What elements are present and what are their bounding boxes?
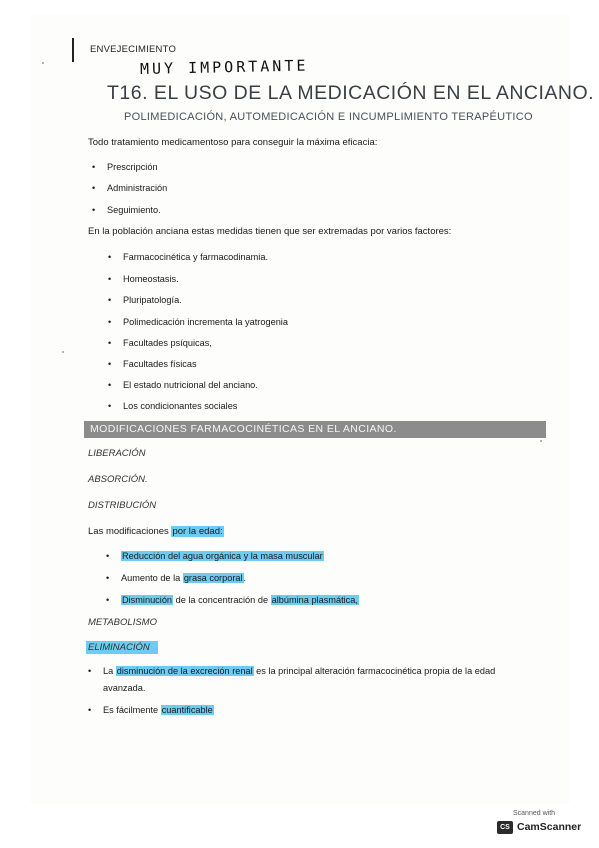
section-header-label: MODIFICACIONES FARMACOCINÉTICAS EN EL ANCIANO. [90,423,397,435]
intro-lead: Todo tratamiento medicamentoso para conseguir la máxima eficacia: [88,137,378,148]
page-subtitle: POLIMEDICACIÓN, AUTOMEDICACIÓN E INCUMPLIMIENTO TERAPÉUTICO [124,111,533,123]
watermark-caption: Scanned with [513,810,556,817]
list-item: • Disminución de la concentración de albúmina plasmática, [106,595,358,605]
camscanner-watermark [497,808,587,840]
highlight: ELIMINACIÓN [86,641,158,654]
section-header-band [84,421,546,438]
heading-distribucion: DISTRIBUCIÓN [88,500,157,511]
camscanner-logo-icon: CS [497,821,513,834]
list-item: • Aumento de la grasa corporal. [106,573,247,583]
scan-speck [62,351,64,353]
list-item-continuation: avanzada. [103,683,146,693]
list-item: • Reducción del agua orgánica y la masa muscular [106,551,323,561]
page-title: T16. EL USO DE LA MEDICACIÓN EN EL ANCIANO. [107,82,595,104]
factors-lead: En la población anciana estas medidas tienen que ser extremadas por varios factores: [88,226,452,237]
heading-metabolismo: METABOLISMO [88,617,157,628]
heading-eliminacion [86,642,158,653]
highlight: grasa corporal [183,573,243,583]
list-item: • Polimedicación incrementa la yatrogenia [108,317,288,327]
section-tag: ENVEJECIMIENTO [90,44,177,55]
heading-absorcion: ABSORCIÓN. [88,474,148,485]
highlight: Reducción del agua orgánica y la masa muscular [122,551,323,561]
list-item: • Farmacocinética y farmacodinamia. [108,252,269,262]
list-item: • Homeostasis. [108,274,179,284]
list-item: • La disminución de la excreción renal es la principal alteración farmacocinética propia de la edad [88,666,496,676]
mods-line: Las modificaciones por la edad: [88,526,223,537]
watermark-brand: CamScanner [517,821,582,833]
handwritten-note: MUY IMPORTANTE [139,56,309,78]
highlight: albúmina plasmática, [271,595,358,605]
highlight: Disminución [122,595,173,605]
list-item: • Los condicionantes sociales [108,401,238,411]
list-item: • Es fácilmente cuantificable [88,705,213,715]
scan-speck [540,440,542,442]
list-item: • Facultades físicas [108,359,197,369]
list-item: • Pluripatología. [108,295,182,305]
highlight: cuantificable [161,705,213,715]
scan-speck [42,62,44,64]
highlight: disminución de la excreción renal [116,666,253,676]
heading-liberacion: LIBERACIÓN [88,448,146,459]
list-item: • Seguimiento. [92,205,161,215]
list-item: • Facultades psíquicas, [108,338,212,348]
list-item: • Administración [92,183,168,193]
list-item: • El estado nutricional del anciano. [108,380,258,390]
margin-mark [72,38,74,62]
list-item: • Prescripción [92,162,158,172]
highlight: por la edad: [172,526,223,537]
